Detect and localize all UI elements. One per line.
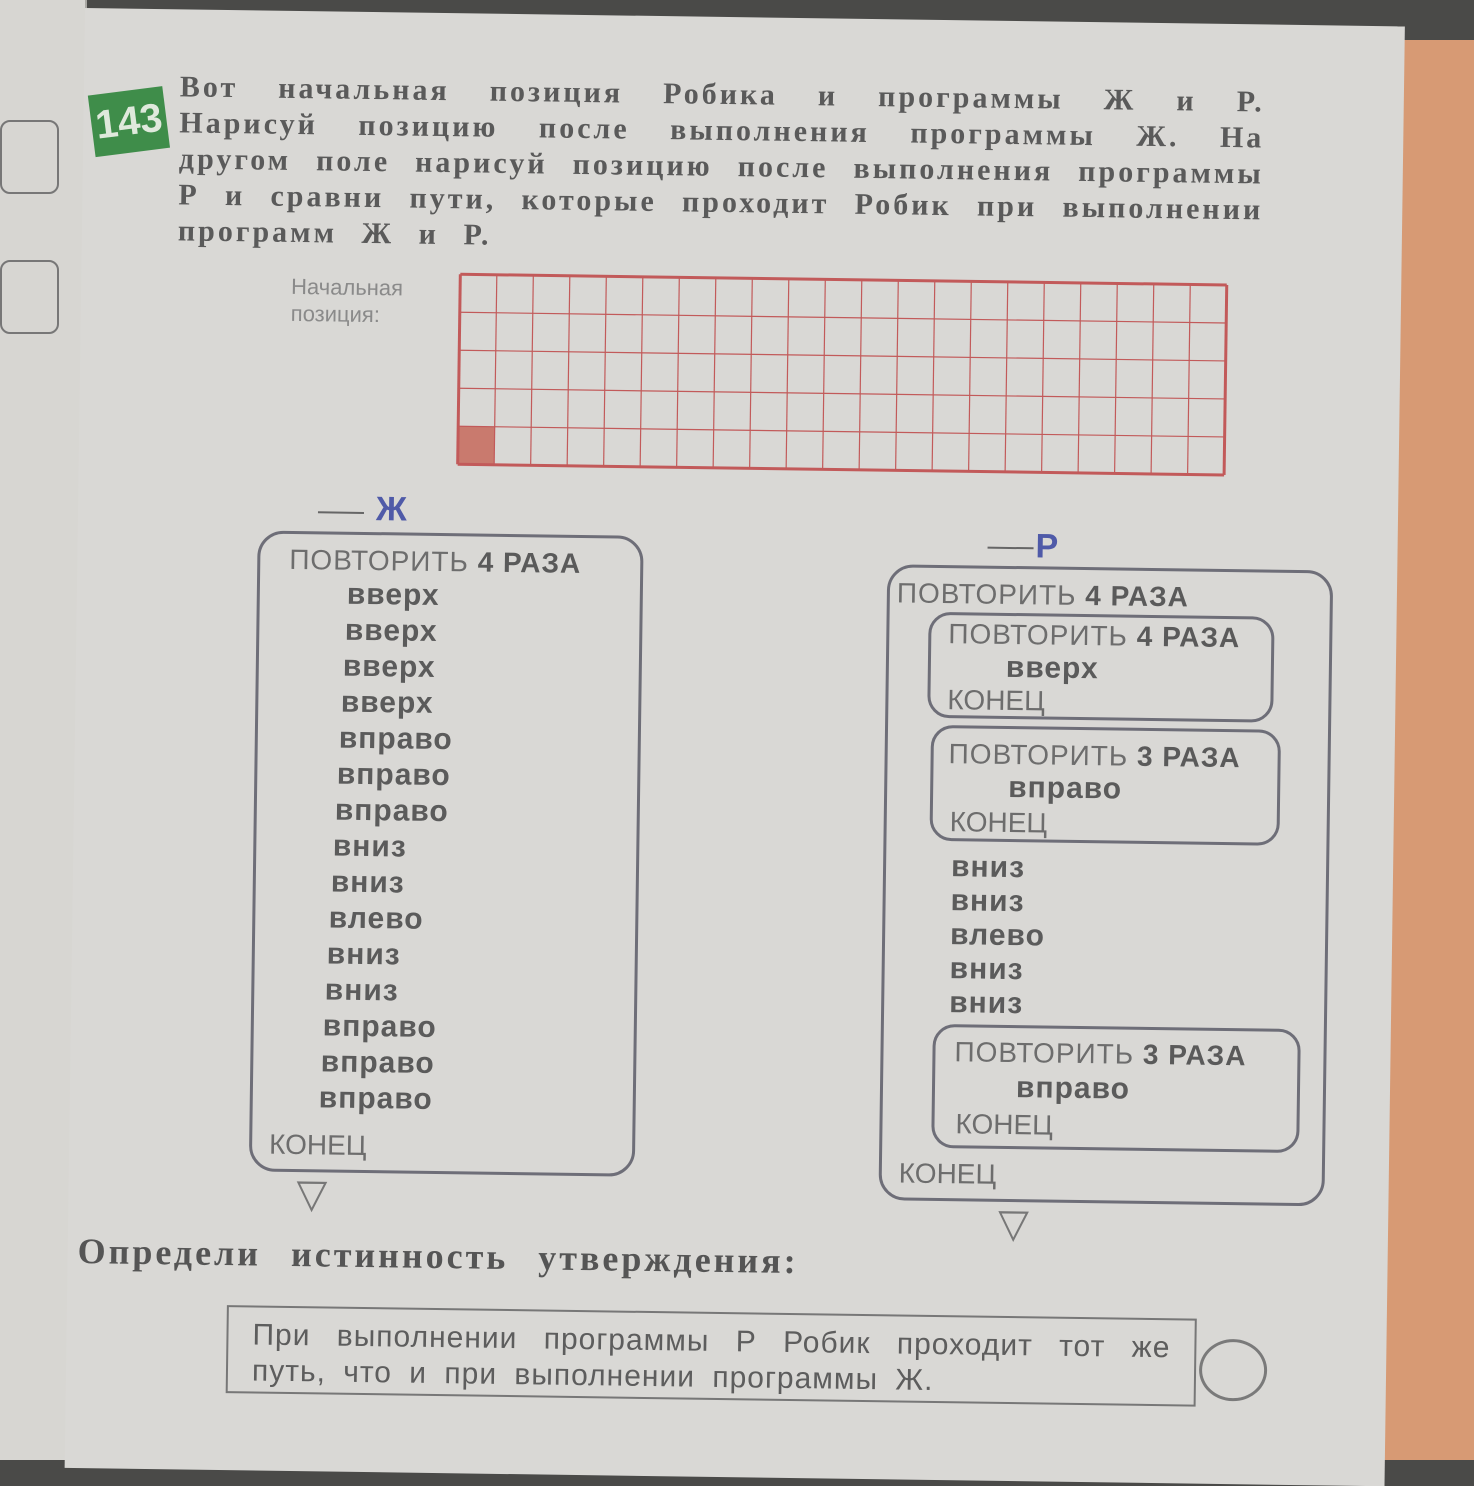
grid-line — [458, 464, 1224, 475]
program-zh-out-arrow: ▽ — [296, 1172, 328, 1217]
grid-line — [786, 279, 789, 469]
left-page-box — [0, 260, 59, 334]
program-zh-command: вправо — [322, 1009, 437, 1045]
task-number: 143 — [88, 86, 170, 157]
program-r-connector — [988, 547, 1034, 550]
program-zh-command: вниз — [324, 973, 399, 1008]
loop-1-end: КОНЕЦ — [947, 684, 1046, 717]
grid-line — [1224, 285, 1227, 475]
grid-line — [460, 274, 1226, 285]
program-r-header: ПОВТОРИТЬ 4 РАЗА — [896, 577, 1190, 613]
loop-2-command: вправо — [1007, 770, 1123, 806]
grid-label: Начальная позиция: — [290, 273, 404, 328]
grid-line — [567, 276, 570, 466]
program-zh-command: вниз — [326, 937, 401, 972]
loop-3-command: вправо — [1015, 1071, 1131, 1106]
grid-line — [823, 279, 826, 469]
grid-line — [1188, 284, 1191, 474]
program-zh-command: вправо — [320, 1045, 435, 1080]
grid-line — [677, 277, 680, 467]
program-zh-box — [249, 530, 644, 1176]
grid-line — [1078, 283, 1081, 473]
loop-2-header: ПОВТОРИТЬ 3 РАЗА — [948, 738, 1241, 774]
grid-line — [459, 388, 1225, 399]
grid-line — [531, 275, 534, 465]
program-zh-command: вправо — [318, 1081, 433, 1116]
grid-line — [604, 276, 607, 466]
grid-line — [458, 426, 1224, 437]
loop-2-end: КОНЕЦ — [949, 806, 1048, 839]
robot-grid — [455, 271, 1230, 484]
program-zh-name: Ж — [375, 490, 408, 529]
program-zh-header: ПОВТОРИТЬ 4 РАЗА — [289, 543, 582, 579]
textbook-page — [65, 8, 1405, 1486]
program-zh-command: вправо — [334, 793, 449, 829]
robot-field — [455, 271, 1230, 484]
grid-line — [1042, 282, 1045, 472]
loop-1-header: ПОВТОРИТЬ 4 РАЗА — [948, 618, 1241, 654]
grid-line — [969, 281, 972, 471]
program-r-command: вниз — [948, 986, 1024, 1021]
robot-start-cell — [458, 426, 495, 465]
grid-line — [896, 280, 899, 470]
loop-3-end: КОНЕЦ — [955, 1108, 1054, 1141]
program-zh-command: вправо — [338, 721, 454, 757]
task-text: Вот начальная позиция Робика и программы Ж и Р. Нарисуй позицию после выполнения программы Ж. На другом поле нарисуй позицию после выполнения программы Р и сравни пути, которые проходит Робик при выполнении программ Ж и Р. — [177, 70, 1266, 252]
loop-1-command: вверх — [1005, 650, 1099, 686]
statement-box: При выполнении программы Р Робик проходит тот же путь, что и при выполнении программы Ж. — [226, 1305, 1197, 1407]
grid-line — [1115, 283, 1118, 473]
program-zh-command: вниз — [330, 865, 405, 900]
program-zh-command: вверх — [344, 613, 438, 648]
program-r-out-arrow: ▽ — [997, 1201, 1030, 1247]
program-r-name: Р — [1035, 527, 1059, 566]
question-heading: Определи истинность утверждения: — [77, 1231, 799, 1282]
program-r-end: КОНЕЦ — [898, 1157, 997, 1190]
program-zh-command: вправо — [336, 757, 452, 793]
grid-line — [460, 312, 1226, 323]
program-r-command: вниз — [950, 850, 1026, 885]
grid-line — [932, 281, 935, 471]
grid-line — [494, 275, 497, 465]
program-r-command: влево — [949, 918, 1046, 953]
grid-line — [459, 350, 1225, 361]
program-r-command: вниз — [949, 952, 1024, 987]
answer-circle[interactable] — [1199, 1339, 1268, 1402]
program-r-command: вниз — [950, 884, 1025, 919]
left-page-box — [0, 120, 59, 194]
program-zh-command: вверх — [346, 577, 440, 613]
program-zh-command: вниз — [332, 829, 407, 864]
program-zh-connector — [318, 511, 364, 514]
grid-line — [713, 278, 716, 468]
grid-line — [1151, 284, 1154, 474]
grid-line — [750, 278, 753, 468]
grid-line — [640, 277, 643, 467]
loop-3-header: ПОВТОРИТЬ 3 РАЗА — [954, 1036, 1247, 1072]
program-zh-end: КОНЕЦ — [268, 1128, 367, 1162]
grid-line — [1005, 282, 1008, 472]
program-zh-command: влево — [328, 901, 424, 936]
grid-line — [859, 280, 862, 470]
program-zh-command: вверх — [340, 685, 434, 720]
program-zh-command: вверх — [342, 649, 436, 684]
